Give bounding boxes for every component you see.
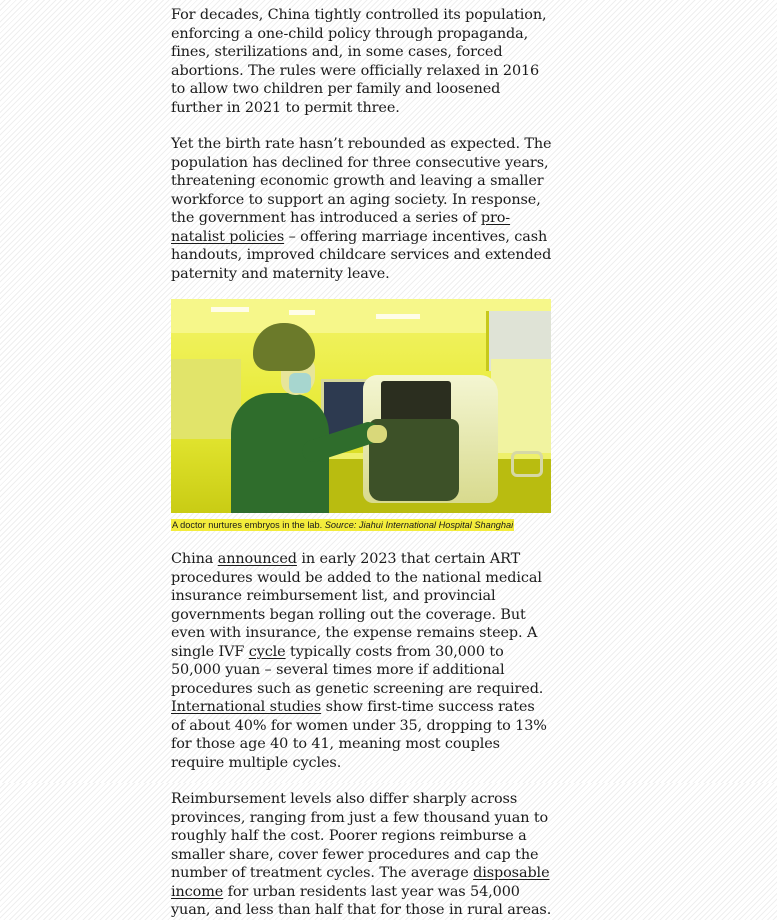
- article-body: [171, 0, 552, 920]
- paragraph-insurance: [171, 550, 552, 772]
- paragraph-text: – offering marriage incentives, cash handouts, improved childcare services and extended paternity and maternity leave.: [171, 228, 552, 282]
- paragraph-text: for urban residents last year was 54,000 yuan, and less than half that for those in rural areas.: [171, 883, 552, 918]
- paragraph-text: Yet the birth rate hasn’t rebounded as expected. The population has declined for three consecutive years, threatening economic growth and leaving a smaller workforce to support an aging society. In response, the government has introduced a series of: [171, 136, 552, 226]
- pro-natalist-policies-link[interactable]: pro-natalist policies: [171, 210, 511, 245]
- paragraph-text: Reimbursement levels also differ sharply across provinces, ranging from just a few thousand yuan to roughly half the cost. Poorer regions reimburse a smaller share, cover fewer procedures and cap the number of treatment cycles. The average: [171, 791, 549, 881]
- paragraph-one-child-policy: [171, 0, 552, 117]
- paragraph-text: in early 2023 that certain ART procedures would be added to the national medical insurance reimbursement list, and provincial governments began rolling out the coverage. But even with insurance, the expense remains steep. A single IVF: [171, 551, 542, 660]
- announced-link[interactable]: announced: [217, 551, 297, 567]
- paragraph-text: typically costs from 30,000 to 50,000 yuan – several times more if additional procedures such as genetic screening are required.: [171, 643, 544, 697]
- photo-caption: [171, 519, 514, 531]
- paragraph-text: China: [171, 551, 218, 567]
- paragraph-text: show first-time success rates of about 40% for women under 35, dropping to 13% for those age 40 to 41, meaning most couples require multiple cycles.: [171, 699, 547, 771]
- paragraph-text: For decades, China tightly controlled its population, enforcing a one-child policy through propaganda, fines, sterilizations and, in some cases, forced abortions. The rules were officially relaxed in 2016 to allow two children per family and loosened further in 2021 to permit three.: [171, 7, 547, 116]
- article-figure: [171, 299, 551, 532]
- paragraph-birth-rate: [171, 135, 552, 283]
- caption-source: Source: Jiahui International Hospital Shanghai: [324, 520, 514, 530]
- lab-photo: [171, 299, 551, 513]
- cycle-link[interactable]: cycle: [248, 643, 286, 660]
- caption-text: A doctor nurtures embryos in the lab.: [172, 520, 323, 530]
- disposable-income-link[interactable]: disposable income: [171, 865, 550, 900]
- international-studies-link[interactable]: International studies: [171, 699, 322, 715]
- paragraph-reimbursement: [171, 790, 552, 920]
